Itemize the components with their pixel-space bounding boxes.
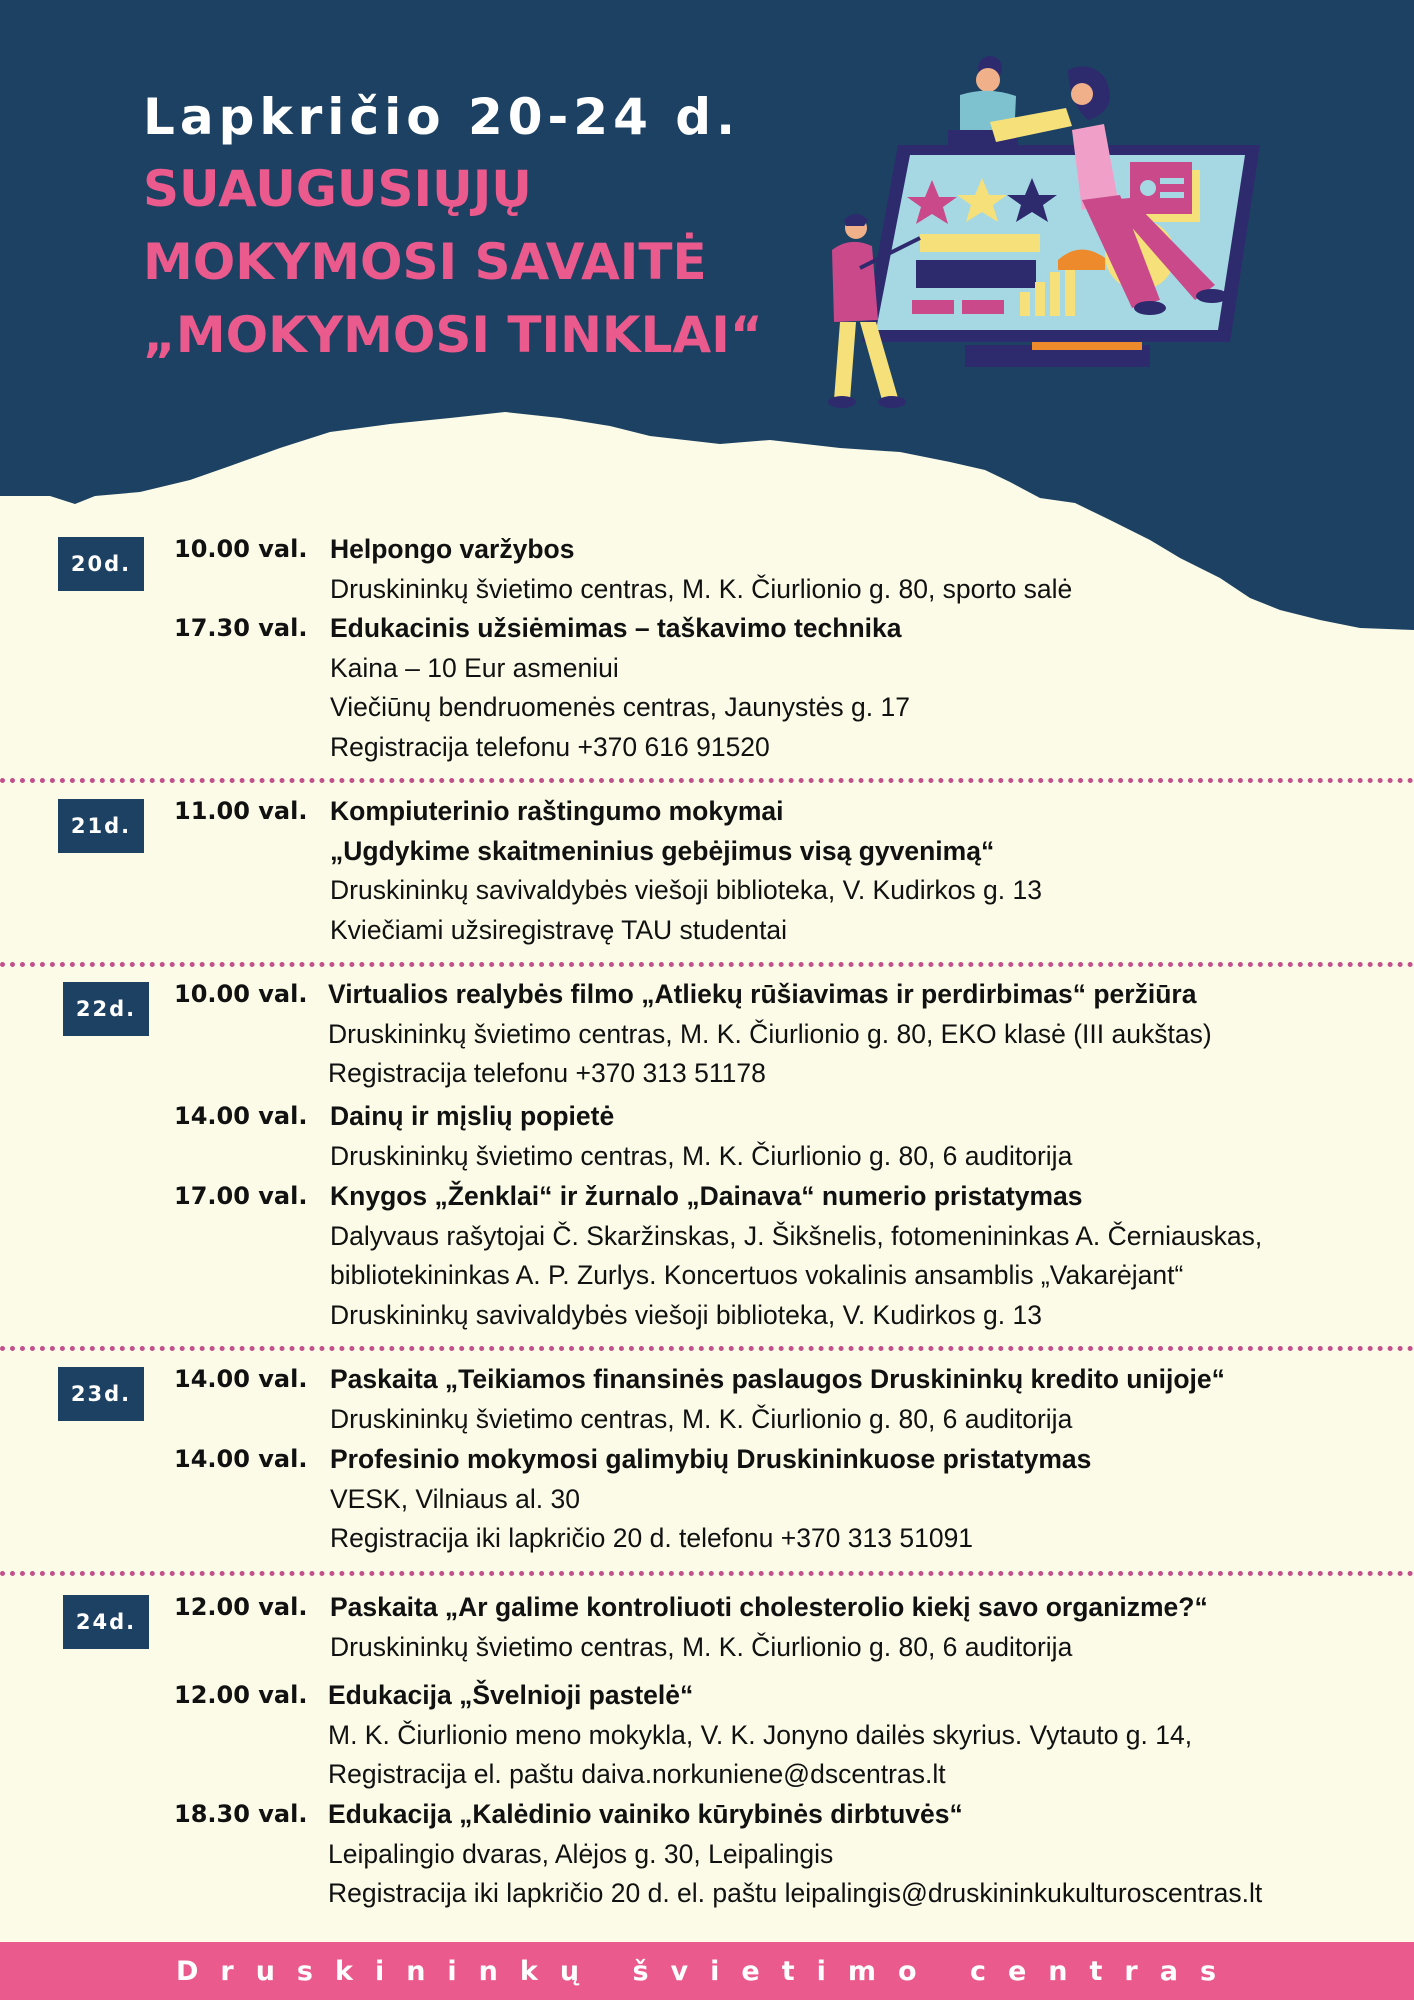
event-detail: Kaina – 10 Eur asmeniui (330, 652, 619, 683)
event-date-heading: Lapkričio 20-24 d. (143, 88, 741, 146)
event-detail: Registracija iki lapkričio 20 d. telefonu +370 313 51091 (330, 1523, 974, 1553)
title-line-2: MOKYMOSI SAVAITĖ (143, 233, 707, 291)
event-time: 10.00 val. (174, 980, 308, 1008)
event-detail: Dalyvaus rašytojai Č. Skaržinskas, J. Šikšnelis, fotomenininkas A. Černiauskas, (330, 1220, 1263, 1251)
event-title: Kompiuterinio raštingumo mokymai (330, 796, 784, 826)
event-detail: Druskininkų švietimo centras, M. K. Čiurlionio g. 80, EKO klasė (III aukštas) (328, 1018, 1212, 1049)
event-title: Paskaita „Teikiamos finansinės paslaugos Druskininkų kredito unijoje“ (330, 1364, 1225, 1394)
event-time: 14.00 val. (174, 1365, 308, 1393)
title-line-1: SUAUGUSIŲJŲ (143, 160, 532, 218)
event-title: Dainų ir mįslių popietė (330, 1101, 615, 1131)
event-detail: Druskininkų švietimo centras, M. K. Čiurlionio g. 80, 6 auditorija (330, 1631, 1073, 1662)
event-title: Profesinio mokymosi galimybių Druskininkuose pristatymas (330, 1444, 1092, 1474)
event-detail: Druskininkų švietimo centras, M. K. Čiurlionio g. 80, 6 auditorija (330, 1403, 1073, 1434)
event-detail: Leipalingio dvaras, Alėjos g. 30, Leipalingis (328, 1838, 834, 1869)
event-detail: Druskininkų švietimo centras, M. K. Čiurlionio g. 80, 6 auditorija (330, 1140, 1073, 1171)
event-detail: Registracija telefonu +370 616 91520 (330, 731, 770, 762)
event-detail: Druskininkų savivaldybės viešoji biblioteka, V. Kudirkos g. 13 (330, 875, 1042, 905)
event-time: 18.30 val. (174, 1800, 308, 1828)
day-badge: 20d. (58, 537, 144, 591)
event-detail: Registracija iki lapkričio 20 d. el. paštu leipalingis@druskininkukulturoscentras.lt (328, 1878, 1263, 1908)
section-divider (0, 778, 1414, 783)
event-title: Paskaita „Ar galime kontroliuoti cholesterolio kiekį savo organizme?“ (330, 1592, 1208, 1622)
event-time: 12.00 val. (174, 1593, 308, 1621)
event-detail: VESK, Vilniaus al. 30 (330, 1483, 580, 1514)
event-title: Edukacija „Kalėdinio vainiko kūrybinės dirbtuvės“ (328, 1799, 963, 1829)
event-detail: bibliotekininkas A. P. Zurlys. Koncertuos vokalinis ansamblis „Vakarėjant“ (330, 1260, 1184, 1290)
day-badge: 22d. (63, 982, 149, 1036)
day-badge: 21d. (58, 799, 144, 853)
section-divider (0, 962, 1414, 967)
event-detail: Druskininkų švietimo centras, M. K. Čiurlionio g. 80, sporto salė (330, 573, 1073, 604)
event-title: Virtualios realybės filmo „Atliekų rūšiavimas ir perdirbimas“ peržiūra (328, 979, 1197, 1009)
day-badge: 24d. (63, 1595, 149, 1649)
event-title: Edukacinis užsiėmimas – taškavimo technika (330, 613, 902, 643)
event-time: 12.00 val. (174, 1681, 308, 1709)
event-title: Edukacija „Švelnioji pastelė“ (328, 1680, 694, 1710)
event-detail: M. K. Čiurlionio meno mokykla, V. K. Jonyno dailės skyrius. Vytauto g. 14, (328, 1719, 1193, 1750)
event-time: 17.30 val. (174, 614, 308, 642)
event-time: 11.00 val. (174, 797, 308, 825)
event-time: 14.00 val. (174, 1102, 308, 1130)
people-dashboard-illustration (820, 50, 1280, 430)
section-divider (0, 1346, 1414, 1351)
section-divider (0, 1571, 1414, 1576)
title-line-3: „MOKYMOSI TINKLAI“ (143, 306, 763, 364)
event-time: 14.00 val. (174, 1445, 308, 1473)
event-title: Helpongo varžybos (330, 534, 575, 564)
event-time: 17.00 val. (174, 1182, 308, 1210)
day-badge: 23d. (58, 1367, 144, 1421)
event-detail: Viečiūnų bendruomenės centras, Jaunystės g. 17 (330, 692, 910, 722)
event-title: Knygos „Ženklai“ ir žurnalo „Dainava“ numerio pristatymas (330, 1181, 1083, 1211)
event-detail: Registracija el. paštu daiva.norkuniene@dscentras.lt (328, 1759, 946, 1789)
event-detail: Kviečiami užsiregistravę TAU studentai (330, 914, 788, 945)
event-detail: Druskininkų savivaldybės viešoji biblioteka, V. Kudirkos g. 13 (330, 1299, 1042, 1330)
event-detail: Registracija telefonu +370 313 51178 (328, 1058, 766, 1088)
event-time: 10.00 val. (174, 535, 308, 563)
footer-organization-name: Druskininkų švietimo centras (0, 1942, 1414, 2000)
event-subtitle: „Ugdykime skaitmeninius gebėjimus visą gyvenimą“ (330, 835, 995, 866)
